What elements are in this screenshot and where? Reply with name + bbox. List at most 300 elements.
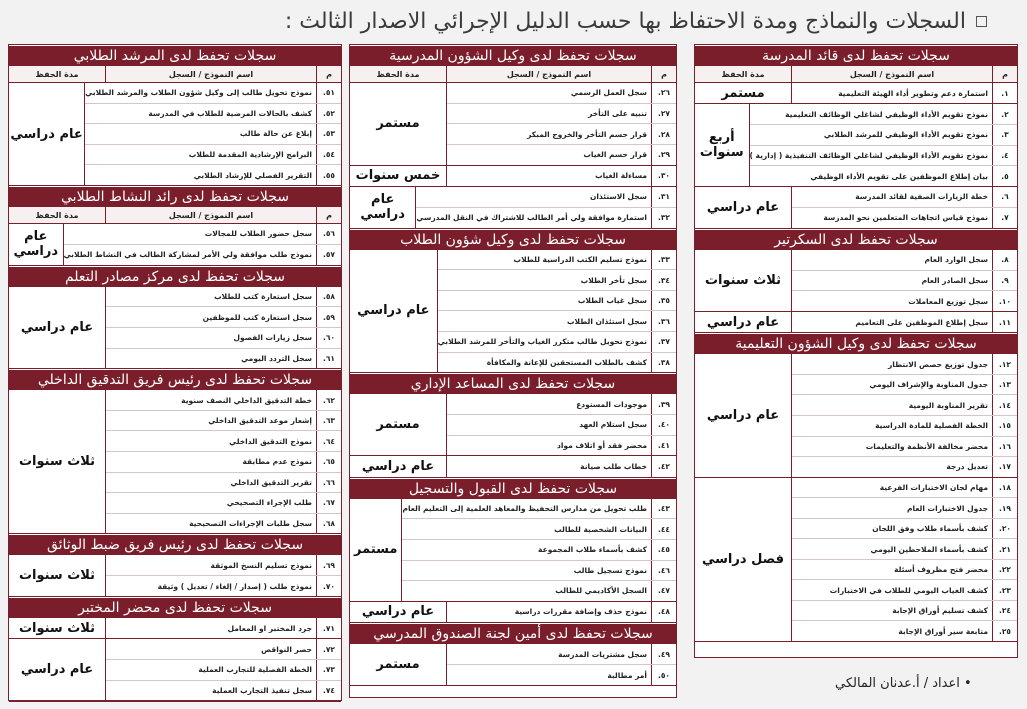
table-row: [438, 291, 676, 312]
record-name: سجل استلام العهد: [579, 420, 647, 430]
record-name: نموذج قياس اتجاهات المتعلمين نحو المدرسة: [823, 213, 988, 223]
record-group: [9, 618, 341, 639]
row-number: ٥١.: [316, 83, 341, 103]
row-number: ٢١.: [992, 539, 1017, 559]
table-row: [402, 581, 676, 601]
record-name: استمارة دعم وتطوير أداء الهيئة التعليمية: [838, 88, 988, 98]
record-name: محضر فقد أو اتلاف مواد: [557, 441, 647, 450]
row-number: ٧١.: [316, 618, 341, 638]
row-number: ١٧.: [992, 457, 1017, 477]
row-number: ٣٦.: [651, 311, 676, 331]
table-row: [447, 145, 676, 165]
header-number: م: [316, 207, 341, 223]
section-title: سجلات تحفظ لدى القبول والتسجيل: [350, 478, 676, 499]
table-row: [792, 250, 1017, 271]
record-group: [9, 390, 341, 534]
section-title: سجلات تحفظ لدى رئيس فريق ضبط الوثائق: [9, 534, 341, 555]
row-number: ٢٣.: [992, 580, 1017, 600]
record-group: [695, 187, 1017, 229]
record-group: [695, 83, 1017, 104]
group-rows: [446, 644, 676, 685]
record-name: نموذج تسليم الكتب الدراسية للطلاب: [513, 255, 647, 265]
record-name: البيانات الشخصية للطالب: [554, 524, 647, 534]
row-number: ٧٠.: [316, 576, 341, 596]
record-name: كشف بأسماء طلاب المجموعة: [538, 545, 647, 555]
row-number: ٥٧.: [316, 245, 341, 265]
row-number: ٣٠.: [651, 166, 676, 186]
row-number: ٤٨.: [651, 602, 676, 622]
row-number: ٢٨.: [651, 124, 676, 144]
table-row: [447, 394, 676, 415]
row-number: ٦٤.: [316, 431, 341, 451]
column-middle: [349, 44, 677, 698]
record-group: [350, 499, 676, 602]
group-rows: [749, 104, 1017, 186]
retention-duration: ثلاث سنوات: [704, 272, 782, 288]
header-duration: مدة الحفظ: [721, 69, 765, 79]
group-rows: [446, 83, 676, 165]
row-number: ٤٠.: [651, 415, 676, 435]
record-name: نموذج طلب ( إصدار / إلغاء / تعديل ) وثيقة: [157, 581, 312, 591]
record-name: نموذج تقويم الأداء الوظيفي للمرشد الطلابي: [823, 130, 988, 140]
row-number: ٣٨.: [651, 353, 676, 373]
record-name: نموذج تحويل طالب إلى وكيل شؤون الطلاب والمرشد الطلابي: [85, 88, 312, 98]
table-row: [402, 519, 676, 540]
row-number: ١٤.: [992, 395, 1017, 415]
record-group: [695, 250, 1017, 312]
record-name: متابعة سير أوراق الإجابة: [898, 626, 988, 636]
table-row: [447, 644, 676, 665]
table-row: [792, 416, 1017, 437]
table-header: [9, 66, 341, 83]
record-name: البرامج الإرشادية المقدمة للطلاب: [188, 150, 312, 160]
row-number: ٣٤.: [651, 270, 676, 290]
table-row: [447, 166, 676, 186]
row-number: ٧.: [992, 208, 1017, 228]
table-row: [792, 457, 1017, 477]
row-number: ٥٠.: [651, 665, 676, 685]
group-rows: [105, 555, 341, 596]
row-number: ٢٥.: [992, 621, 1017, 641]
table-row: [792, 478, 1017, 499]
group-rows: [437, 250, 676, 372]
row-number: ٣٧.: [651, 332, 676, 352]
table-row: [792, 291, 1017, 311]
row-number: ١١.: [992, 312, 1017, 332]
table-row: [792, 498, 1017, 519]
retention-duration: عام دراسي: [706, 314, 780, 330]
row-number: ٢٤.: [992, 601, 1017, 621]
row-number: ٦.: [992, 187, 1017, 207]
record-name: سجل طلبات الإجراءات التصحيحية: [189, 518, 312, 528]
row-number: ٧٢.: [316, 639, 341, 659]
record-name: السجل الأكاديمي للطالب: [555, 586, 647, 596]
row-number: ١٣.: [992, 375, 1017, 395]
table-row: [447, 602, 676, 622]
header-name: اسم النموذج / السجل: [105, 66, 316, 82]
table-row: [447, 415, 676, 436]
record-group: [350, 187, 676, 229]
table-row: [85, 165, 341, 185]
record-name: محضر فتح مظروف أسئلة: [894, 565, 988, 575]
table-row: [792, 83, 1017, 103]
row-number: ١٨.: [992, 478, 1017, 498]
group-rows: [791, 187, 1017, 228]
retention-duration: عام دراسي: [20, 320, 94, 336]
retention-duration: خمس سنوات: [355, 168, 441, 184]
record-name: جرد المختبر او المعامل: [227, 623, 312, 633]
retention-duration: مستمر: [354, 542, 398, 558]
group-rows: [105, 618, 341, 638]
row-number: ٦٧.: [316, 493, 341, 513]
record-group: [350, 83, 676, 166]
row-number: ١٢.: [992, 354, 1017, 374]
table-row: [438, 270, 676, 291]
record-name: نموذج التدقيق الداخلي: [229, 436, 312, 446]
record-name: الخطة الفصلية للمادة الدراسية: [875, 421, 988, 431]
record-name: إشعار موعد التدقيق الداخلي: [208, 416, 312, 426]
retention-duration: مستمر: [376, 417, 420, 433]
row-number: ٥٥.: [316, 165, 341, 185]
retention-duration: عام دراسي: [361, 459, 435, 475]
retention-duration: عام دراسي: [357, 303, 430, 319]
row-number: ٨.: [992, 250, 1017, 270]
table-row: [792, 208, 1017, 228]
table-row: [106, 473, 341, 494]
record-group: [350, 456, 676, 477]
row-number: ٦٣.: [316, 411, 341, 431]
row-number: ٩.: [992, 271, 1017, 291]
record-name: سجل استئذان الطلاب: [567, 316, 647, 326]
table-row: [106, 390, 341, 411]
row-number: ٤.: [992, 146, 1017, 166]
bullet-icon: •: [964, 676, 972, 691]
record-name: سجل تنفيذ التجارب العملية: [212, 686, 312, 696]
header-name: اسم النموذج / السجل: [446, 66, 651, 82]
retention-duration: أربع سنوات: [699, 130, 744, 161]
table-row: [106, 681, 341, 701]
retention-duration: عام دراسي: [13, 229, 59, 260]
retention-duration: ثلاث سنوات: [18, 620, 96, 636]
record-name: مساءلة الغياب: [595, 171, 647, 181]
table-row: [792, 312, 1017, 332]
table-row: [447, 104, 676, 125]
row-number: ٥٨.: [316, 287, 341, 307]
row-number: ٤٥.: [651, 540, 676, 560]
record-name: كشف بأسماء الملاحظين اليومي: [870, 544, 988, 554]
row-number: ٧٣.: [316, 660, 341, 680]
record-name: موجودات المستودع: [576, 399, 647, 409]
row-number: ٤٤.: [651, 519, 676, 539]
row-number: ٤٦.: [651, 561, 676, 581]
table-row: [106, 493, 341, 514]
header-duration: مدة الحفظ: [376, 69, 420, 79]
record-name: سجل العمل الرسمي: [570, 88, 647, 98]
table-row: [792, 580, 1017, 601]
retention-duration: فصل دراسي: [702, 551, 784, 567]
retention-duration: مستمر: [376, 116, 420, 132]
table-row: [106, 660, 341, 681]
record-name: نموذج حذف وإضافة مقررات دراسية: [514, 607, 647, 617]
footer-credit: [835, 676, 972, 691]
row-number: ٢٠.: [992, 519, 1017, 539]
record-name: نموذج تقويم الأداء الوظيفي لشاغلي الوظائف التعليمية: [785, 109, 988, 119]
record-name: جدول الاختبارات العام: [907, 503, 988, 513]
record-name: حصر النواقص: [261, 644, 312, 654]
header-duration: مدة الحفظ: [35, 69, 79, 79]
record-group: [350, 394, 676, 456]
record-name: نموذج تسليم النسخ الموثقة: [210, 560, 312, 570]
row-number: ١.: [992, 83, 1017, 103]
record-group: [350, 250, 676, 373]
row-number: ٦١.: [316, 349, 341, 369]
table-row: [85, 104, 341, 125]
record-name: خطاب طلب صيانة: [580, 462, 647, 472]
table-row: [106, 411, 341, 432]
retention-duration: ثلاث سنوات: [18, 454, 96, 470]
column-left: [8, 44, 342, 701]
group-rows: [791, 478, 1017, 641]
record-group: [9, 555, 341, 597]
record-name: مهام لجان الاختبارات الفرعية: [879, 483, 988, 493]
table-row: [106, 555, 341, 576]
group-rows: [105, 639, 341, 700]
record-name: قرار حسم التأخر والخروج المبكر: [527, 129, 647, 139]
header-duration: مدة الحفظ: [35, 210, 79, 220]
row-number: ١٠.: [992, 291, 1017, 311]
row-number: ١٦.: [992, 437, 1017, 457]
row-number: ٤٧.: [651, 581, 676, 601]
row-number: ٧٤.: [316, 681, 341, 701]
record-name: كشف بالحالات المرضية للطلاب في المدرسة: [148, 108, 312, 118]
group-rows: [791, 312, 1017, 332]
record-name: سجل حضور الطلاب للمجالات: [204, 229, 312, 239]
table-row: [402, 561, 676, 582]
record-name: التقرير الفصلي للإرشاد الطلابي: [193, 170, 312, 180]
record-name: خطة الزيارات الصفية لقائد المدرسة: [855, 192, 988, 202]
section-title: سجلات تحفظ لدى وكيل شؤون الطلاب: [350, 229, 676, 250]
section-title: سجلات تحفظ لدى وكيل الشؤون التعليمية: [695, 333, 1017, 354]
retention-duration: عام دراسي: [360, 192, 405, 223]
record-name: طلب تحويل من مدارس التحفيظ والمعاهد العلمية إلى التعليم العام: [402, 504, 647, 514]
table-row: [106, 307, 341, 328]
row-number: ٢٢.: [992, 560, 1017, 580]
group-rows: [446, 166, 676, 186]
table-header: [350, 66, 676, 83]
retention-duration: ثلاث سنوات: [18, 568, 96, 584]
table-row: [106, 349, 341, 369]
header-name: اسم النموذج / السجل: [105, 207, 316, 223]
record-name: إبلاغ عن حالة طالب: [239, 129, 312, 139]
record-name: نموذج عدم مطابقة: [242, 457, 312, 467]
record-name: تقرير المناوبة اليومية: [908, 400, 988, 410]
section-title: سجلات تحفظ لدى أمين لجنة الصندوق المدرسي: [350, 623, 676, 644]
table-row: [402, 540, 676, 561]
retention-duration: عام دراسي: [706, 199, 780, 215]
group-rows: [791, 250, 1017, 311]
section-title: سجلات تحفظ لدى المساعد الإداري: [350, 373, 676, 394]
header-number: م: [651, 66, 676, 82]
row-number: ٦٢.: [316, 390, 341, 410]
record-name: طلب الإجراء التصحيحي: [226, 498, 312, 508]
row-number: ٢٧.: [651, 104, 676, 124]
section-title: سجلات تحفظ لدى مركز مصادر التعلم: [9, 266, 341, 287]
row-number: ٢٦.: [651, 83, 676, 103]
record-name: الخطة الفصلية للتجارب العملية: [198, 665, 312, 675]
section-title: سجلات تحفظ لدى محضر المختبر: [9, 597, 341, 618]
page-title: [227, 4, 987, 38]
record-name: تقرير التدقيق الداخلي: [230, 477, 312, 487]
page-title-text: السجلات والنماذج ومدة الاحتفاظ بها حسب الدليل الإجرائي الاصدار الثالث :: [284, 8, 966, 34]
record-name: محضر مخالفة الأنظمة والتعليمات: [865, 441, 988, 451]
record-name: كشف الغياب اليومي للطلاب في الاختبارات: [829, 585, 988, 595]
row-number: ٣٢.: [651, 208, 676, 228]
row-number: ٤٣.: [651, 499, 676, 519]
table-row: [106, 514, 341, 534]
record-group: [695, 312, 1017, 333]
row-number: ٤٢.: [651, 456, 676, 476]
table-row: [792, 519, 1017, 540]
record-group: [9, 639, 341, 701]
row-number: ٥٢.: [316, 104, 341, 124]
table-row: [792, 395, 1017, 416]
record-group: [350, 644, 676, 686]
table-row: [106, 287, 341, 308]
record-name: أمر مطالبة: [607, 670, 647, 680]
table-row: [447, 436, 676, 456]
row-number: ٣٥.: [651, 291, 676, 311]
record-name: سجل استعارة كتب للموظفين: [202, 312, 312, 322]
record-name: سجل توزيع المعاملات: [908, 296, 988, 306]
table-row: [792, 539, 1017, 560]
retention-duration: مستمر: [721, 85, 765, 101]
table-row: [792, 187, 1017, 208]
section-title: سجلات تحفظ لدى السكرتير: [695, 229, 1017, 250]
record-name: جدول توزيع حصص الانتظار: [887, 359, 988, 369]
row-number: ٦٨.: [316, 514, 341, 534]
table-row: [438, 250, 676, 271]
table-row: [792, 560, 1017, 581]
group-rows: [84, 83, 341, 185]
table-row: [792, 354, 1017, 375]
record-group: [9, 287, 341, 370]
table-row: [438, 332, 676, 353]
table-row: [402, 499, 676, 520]
row-number: ٣٣.: [651, 250, 676, 270]
table-row: [792, 621, 1017, 641]
record-name: سجل إطلاع الموظفين على التعاميم: [855, 317, 988, 327]
table-row: [447, 456, 676, 476]
row-number: ٢.: [992, 104, 1017, 124]
table-row: [85, 83, 341, 104]
table-header: [695, 66, 1017, 83]
row-number: ٥٤.: [316, 145, 341, 165]
table-row: [447, 83, 676, 104]
row-number: ٦٥.: [316, 452, 341, 472]
record-name: تعديل درجة: [946, 462, 988, 472]
record-name: كشف تسليم أوراق الإجابة: [892, 606, 988, 616]
header-number: م: [316, 66, 341, 82]
table-row: [792, 437, 1017, 458]
group-rows: [105, 287, 341, 369]
table-row: [85, 145, 341, 166]
table-row: [792, 375, 1017, 396]
record-name: سجل غياب الطلاب: [577, 296, 647, 306]
row-number: ٤٩.: [651, 644, 676, 664]
section-title: سجلات تحفظ لدى قائد المدرسة: [695, 45, 1017, 66]
record-name: سجل استعارة كتب للطلاب: [214, 292, 312, 302]
record-name: نموذج تحويل طالب متكرر الغياب والتأخر للمرشد الطلابي: [437, 337, 647, 347]
table-row: [106, 431, 341, 452]
row-number: ٣.: [992, 125, 1017, 145]
table-row: [750, 125, 1017, 146]
table-row: [416, 208, 676, 228]
row-number: ٥٣.: [316, 124, 341, 144]
table-row: [416, 187, 676, 208]
table-row: [447, 665, 676, 685]
table-row: [106, 576, 341, 596]
row-number: ١٥.: [992, 416, 1017, 436]
table-row: [106, 328, 341, 349]
record-name: سجل زيارات الفصول: [233, 333, 312, 343]
record-group: [695, 478, 1017, 642]
table-header: [9, 207, 341, 224]
retention-duration: عام دراسي: [706, 408, 780, 424]
row-number: ٣٩.: [651, 394, 676, 414]
group-rows: [446, 456, 676, 476]
table-row: [438, 353, 676, 373]
record-name: خطة التدقيق الداخلي النصف سنوية: [181, 395, 312, 405]
retention-duration: عام دراسي: [20, 662, 94, 678]
table-row: [438, 311, 676, 332]
square-bullet-icon: [976, 16, 987, 27]
table-row: [85, 124, 341, 145]
record-name: نموذج طلب موافقة ولي الأمر لمشاركة الطالب في النشاط الطلابي: [63, 250, 312, 260]
section-title: سجلات تحفظ لدى المرشد الطلابي: [9, 45, 341, 66]
record-name: سجل التردد اليومي: [241, 354, 312, 364]
record-group: [9, 224, 341, 266]
group-rows: [105, 390, 341, 533]
table-row: [106, 452, 341, 473]
record-name: جدول المناوبة والإشراف اليومي: [869, 380, 988, 390]
record-name: سجل الوارد العام: [924, 255, 988, 265]
record-name: سجل الصادر العام: [921, 275, 988, 285]
row-number: ٤١.: [651, 436, 676, 456]
header-name: اسم النموذج / السجل: [791, 66, 992, 82]
record-group: [350, 166, 676, 187]
row-number: ٦٦.: [316, 473, 341, 493]
record-name: كشف بأسماء طلاب وفق اللجان: [872, 524, 988, 534]
table-row: [750, 146, 1017, 167]
record-name: نموذج تسجيل طالب: [573, 565, 647, 575]
group-rows: [446, 602, 676, 622]
record-name: قرار حسم الغياب: [583, 150, 647, 160]
record-group: [9, 83, 341, 186]
retention-duration: عام دراسي: [10, 126, 83, 142]
table-row: [106, 618, 341, 638]
retention-duration: عام دراسي: [361, 604, 435, 620]
group-rows: [415, 187, 676, 228]
table-row: [64, 224, 341, 245]
section-title: سجلات تحفظ لدى رائد النشاط الطلابي: [9, 186, 341, 207]
row-number: ٦٩.: [316, 555, 341, 575]
table-row: [106, 639, 341, 660]
row-number: ١٩.: [992, 498, 1017, 518]
group-rows: [791, 83, 1017, 103]
record-name: سجل تأخر الطلاب: [580, 275, 647, 285]
section-title: سجلات تحفظ لدى وكيل الشؤون المدرسية: [350, 45, 676, 66]
column-right: [694, 44, 1018, 658]
